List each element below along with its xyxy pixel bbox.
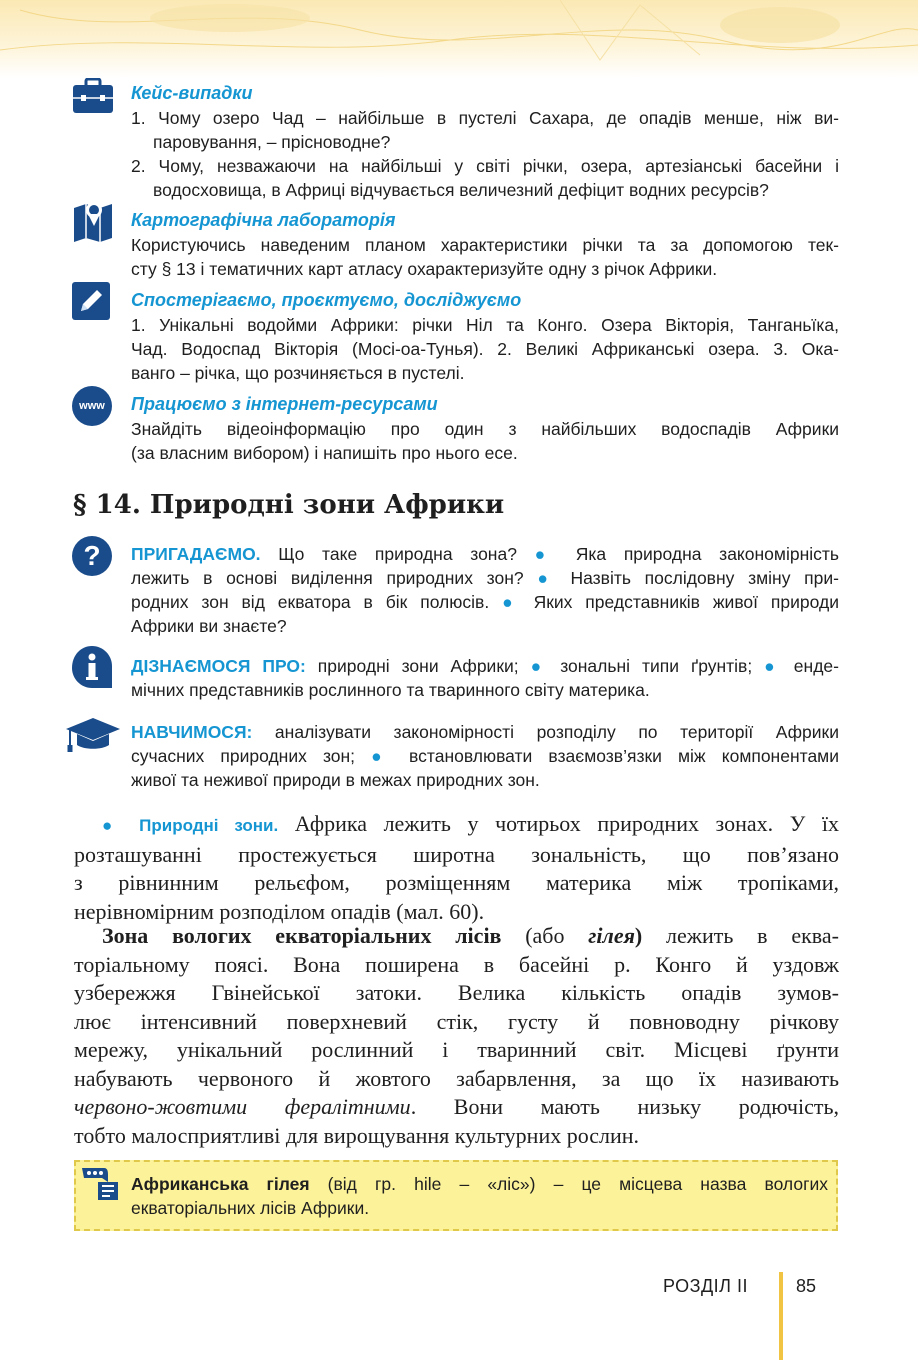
internet-text [131, 417, 839, 465]
map-decoration [0, 0, 918, 78]
cartolab-line-1: Користуючись наведеним планом характеристики річки та за допомогою тек- [131, 235, 839, 255]
recall-text-3: родних зон від екватора в бік полюсів. [131, 592, 503, 612]
info-icon [72, 646, 112, 688]
body2-paren-close: ) [634, 923, 643, 948]
question-icon: ? [72, 536, 112, 576]
case-item-1-line-2: паровування, – прісноводне? [153, 132, 391, 152]
recall-block [131, 542, 839, 638]
learn-to-keyword: НАВЧИМОСЯ: [131, 722, 253, 742]
case-item-1-line-1: 1. Чому озеро Чад – найбільше в пустелі Сахара, де опадів менше, ніж ви- [131, 108, 839, 128]
body2-line-6: набувають червоного й жовтого забарвлення, за що їх називають [74, 1065, 839, 1091]
note-line-2: екваторіальних лісів Африки. [131, 1198, 370, 1218]
recall-line-3 [131, 590, 839, 614]
cartolab-line-2: сту § 13 і тематичних карт атласу охарактеризуйте одну з річок Африки. [131, 259, 718, 279]
bullet: ● [537, 568, 557, 588]
section-label: РОЗДІЛ II [663, 1276, 748, 1296]
body1-text-1: Африка лежить у чотирьох природних зонах. У їх [278, 811, 840, 836]
recall-text-1b: Яка природна закономірність [558, 544, 840, 564]
body2-italic-term: червоно-жовтими фералітними [74, 1094, 411, 1119]
internet-title: Працюємо з інтернет-ресурсами [131, 394, 438, 414]
learn-about-text-1c: енде- [781, 656, 839, 676]
learn-to-line-1 [131, 720, 839, 744]
learn-to-text-2b: встановлювати взаємозв’язки між компонентами [392, 746, 839, 766]
footer-divider [779, 1272, 783, 1360]
learn-about-text-1: природні зони Африки; [305, 656, 531, 676]
learn-about-line-2: мічних представників рослинного та тваринного світу материка. [131, 680, 650, 700]
learn-about-block [131, 654, 839, 702]
case-item-2-line-1: 2. Чому, незважаючи на найбільші у світі річки, озера, артезіанські басейни і [131, 156, 839, 176]
learn-to-block [131, 720, 839, 792]
body-paragraph-2 [74, 922, 839, 1150]
header-map-background [0, 0, 918, 78]
body2-gileia: гілея [588, 923, 635, 948]
body2-line-1 [74, 922, 839, 951]
body1-line-4: нерівномірним розподілом опадів (мал. 60). [74, 898, 485, 924]
note-line-1 [131, 1172, 828, 1196]
body2-line-2: торіальному поясі. Вона поширена в басейні р. Конго й уздовж [74, 951, 839, 977]
learn-about-line-1 [131, 654, 839, 678]
glossary-note-text [131, 1172, 828, 1220]
recall-line-4: Африки ви знаєте? [131, 616, 287, 636]
bullet: ● [371, 746, 393, 766]
observe-line-2: Чад. Водоспад Вікторія (Мосі-оа-Тунья). 2. Великі Африканські озера. 3. Ока- [131, 339, 839, 359]
bullet: ● [502, 592, 521, 612]
body2-line-7 [74, 1093, 839, 1122]
briefcase-icon [72, 78, 114, 120]
cases-title: Кейс-випадки [131, 83, 253, 103]
note-term: Африканська гілея [131, 1174, 310, 1194]
pencil-icon [72, 282, 110, 320]
observe-text [131, 313, 839, 385]
graduation-cap-icon [64, 716, 122, 756]
learn-to-text-2: сучасних природних зон; [131, 746, 372, 766]
body1-lead: ● Природні зони. [102, 816, 279, 835]
case-item-2-line-2: водосховища, в Африці відчувається величезний дефіцит водних ресурсів? [153, 180, 769, 200]
recall-text-3b: Яких представників живої природи [520, 592, 839, 612]
internet-line-1: Знайдіть відеоінформацію про один з найбільших водоспадів Африки [131, 419, 839, 439]
body2-bold-lead: Зона вологих екваторіальних лісів [102, 923, 502, 948]
recall-line-1 [131, 542, 839, 566]
learn-to-line-2 [131, 744, 839, 768]
recall-keyword: ПРИГАДАЄМО. [131, 544, 261, 564]
learn-about-keyword: ДІЗНАЄМОСЯ ПРО: [131, 656, 306, 676]
body2-text-1: лежить в еква- [642, 923, 839, 948]
body1-line-3: з рівнинним рельєфом, розміщенням материка між тропіками, [74, 870, 839, 895]
paragraph-title: § 14. Природні зони Африки [73, 490, 505, 520]
page-number: 85 [796, 1276, 817, 1296]
bullet: ● [764, 656, 782, 676]
body1-line-2: розташуванні простежується широтна зональність, що пов’язано [74, 841, 839, 867]
body2-text-7: . Вони мають низьку родючість, [410, 1094, 839, 1119]
body-paragraph-1 [74, 810, 839, 926]
observe-title: Спостерігаємо, проєктуємо, досліджуємо [131, 290, 522, 310]
recall-text-2: лежить в основі виділення природних зон? [131, 568, 538, 588]
cases-list [131, 106, 839, 202]
bullet: ● [534, 544, 559, 564]
internet-line-2: (за власним вибором) і напишіть про нього есе. [131, 443, 518, 463]
body2-line-8: тобто малосприятливі для вирощування культурних рослин. [74, 1122, 640, 1148]
observe-line-1: 1. Унікальні водойми Африки: річки Ніл та Конго. Озера Вікторія, Танганьїка, [131, 315, 839, 335]
body1-line-1 [74, 810, 839, 841]
learn-to-line-3: живої та неживої природи в межах природних зон. [131, 770, 540, 790]
cartolab-text [131, 233, 839, 281]
body2-line-3: узбережжя Гвінейської затоки. Велика кількість опадів зумов- [74, 980, 839, 1005]
note-text-1: (від гр. hile – «ліс») – це місцева назва вологих [309, 1174, 828, 1194]
recall-line-2 [131, 566, 839, 590]
observe-line-3: ванго – річка, що розчиняється в пустелі. [131, 363, 465, 383]
body2-paren-open: (або [501, 923, 589, 948]
www-icon: www [72, 386, 112, 426]
body2-line-4: лює інтенсивний поверхневий стік, густу й повноводну річкову [74, 1008, 839, 1034]
cartolab-title: Картографічна лабораторія [131, 210, 396, 230]
recall-text-2b: Назвіть послідовну зміну при- [556, 568, 839, 588]
bullet: ● [530, 656, 549, 676]
learn-to-text-1: аналізувати закономірності розподілу по території Африки [252, 722, 839, 742]
map-pin-icon [72, 198, 114, 240]
learn-about-text-1b: зональні типи ґрунтів; [548, 656, 765, 676]
dictionary-icon [80, 1166, 122, 1202]
body2-line-5: мережу, унікальний рослинний і тваринний світ. Місцеві ґрунти [74, 1037, 839, 1062]
recall-text-1: Що таке природна зона? [260, 544, 535, 564]
